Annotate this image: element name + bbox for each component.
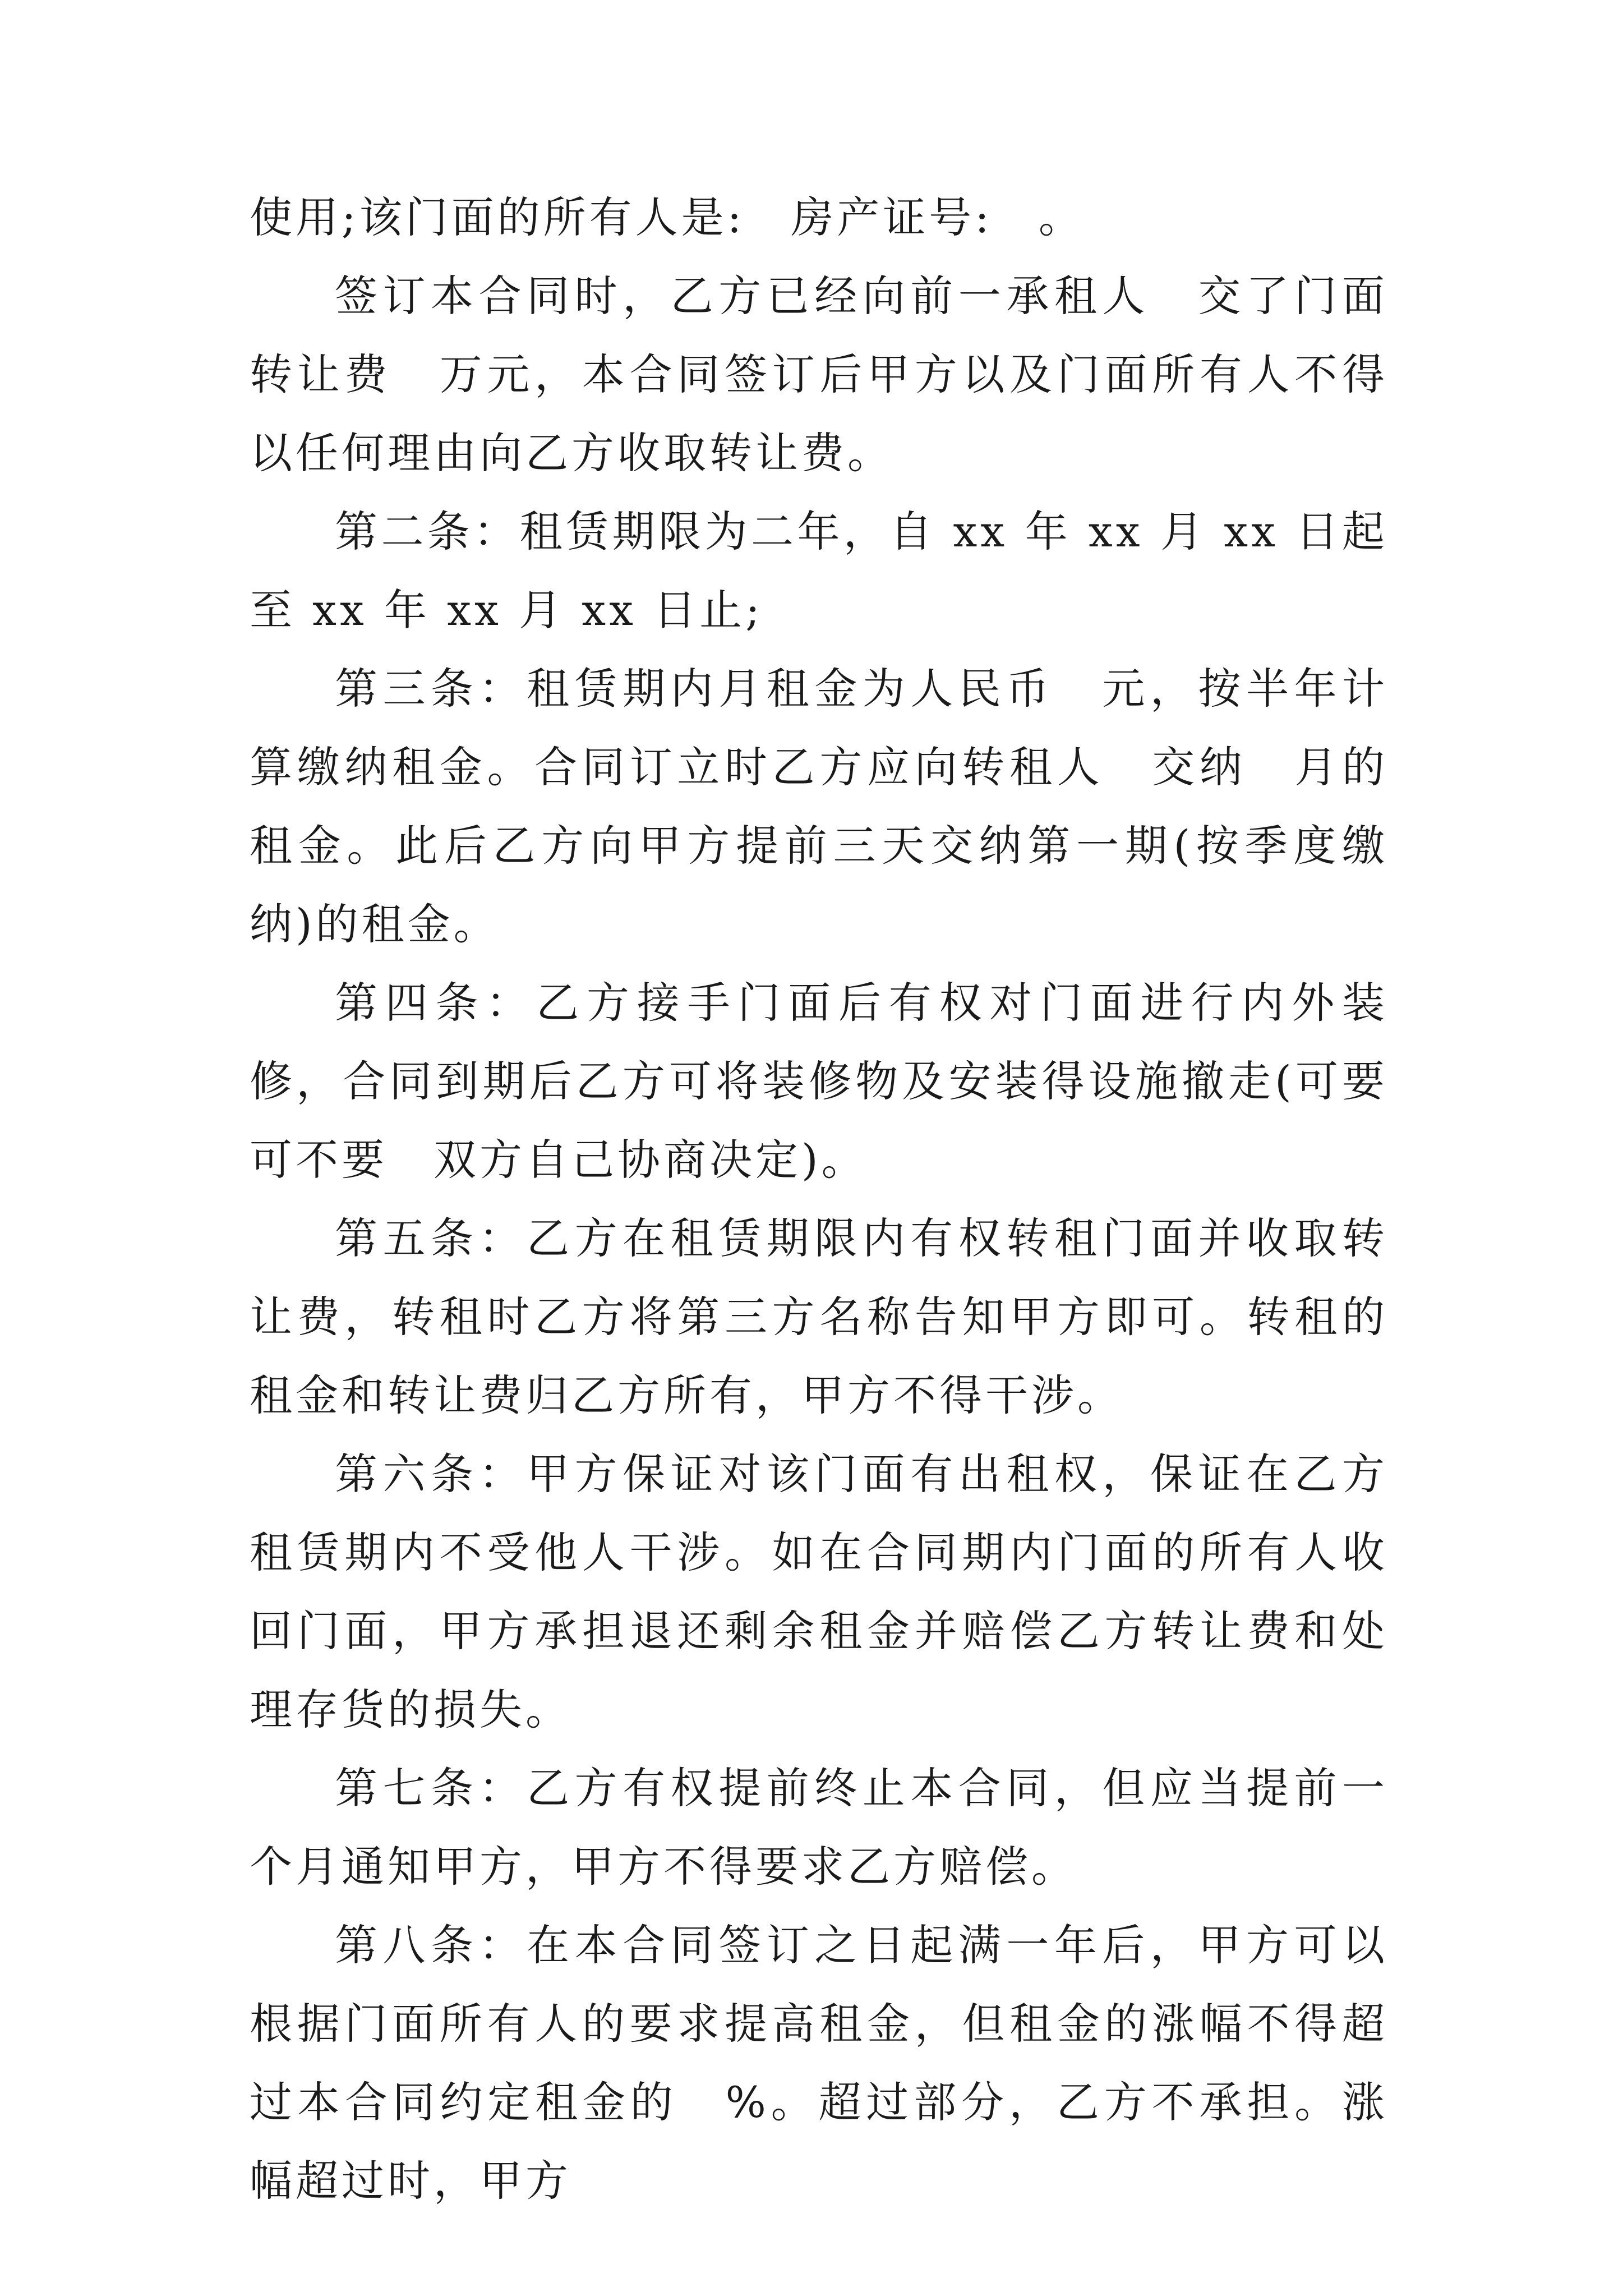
contract-body <box>250 178 1388 2220</box>
article-3-rent: 第三条：租赁期内月租金为人民币 元，按半年计算缴纳租金。合同订立时乙方应向转租人 交纳 月的租金。此后乙方向甲方提前三天交纳第一期(按季度缴纳)的租金。 <box>250 664 1388 949</box>
article-4-renovation: 第四条：乙方接手门面后有权对门面进行内外装修，合同到期后乙方可将装修物及安装得设施撤走(可要可不要 双方自己协商决定)。 <box>250 978 1388 1185</box>
article-2-lease-term: 第二条：租赁期限为二年，自 xx 年 xx 月 xx 日起至 xx 年 xx 月 xx 日止; <box>250 507 1388 635</box>
article-6-lessor-guarantee: 第六条：甲方保证对该门面有出租权，保证在乙方租赁期内不受他人干涉。如在合同期内门面的所有人收回门面，甲方承担退还剩余租金并赔偿乙方转让费和处理存货的损失。 <box>250 1449 1388 1734</box>
article-7-early-termination: 第七条：乙方有权提前终止本合同，但应当提前一个月通知甲方，甲方不得要求乙方赔偿。 <box>250 1763 1388 1892</box>
paragraph-transfer-fee: 签订本合同时，乙方已经向前一承租人 交了门面转让费 万元，本合同签订后甲方以及门面所有人不得以任何理由向乙方收取转让费。 <box>250 271 1388 478</box>
paragraph-continuation-owner: 使用;该门面的所有人是: 房产证号: 。 <box>250 192 1085 242</box>
article-8-rent-increase: 第八条：在本合同签订之日起满一年后，甲方可以根据门面所有人的要求提高租金，但租金的涨幅不得超过本合同约定租金的 %。超过部分，乙方不承担。涨幅超过时，甲方 <box>250 1920 1388 2206</box>
article-5-sublease: 第五条：乙方在租赁期限内有权转租门面并收取转让费，转租时乙方将第三方名称告知甲方即可。转租的租金和转让费归乙方所有，甲方不得干涉。 <box>250 1213 1388 1420</box>
